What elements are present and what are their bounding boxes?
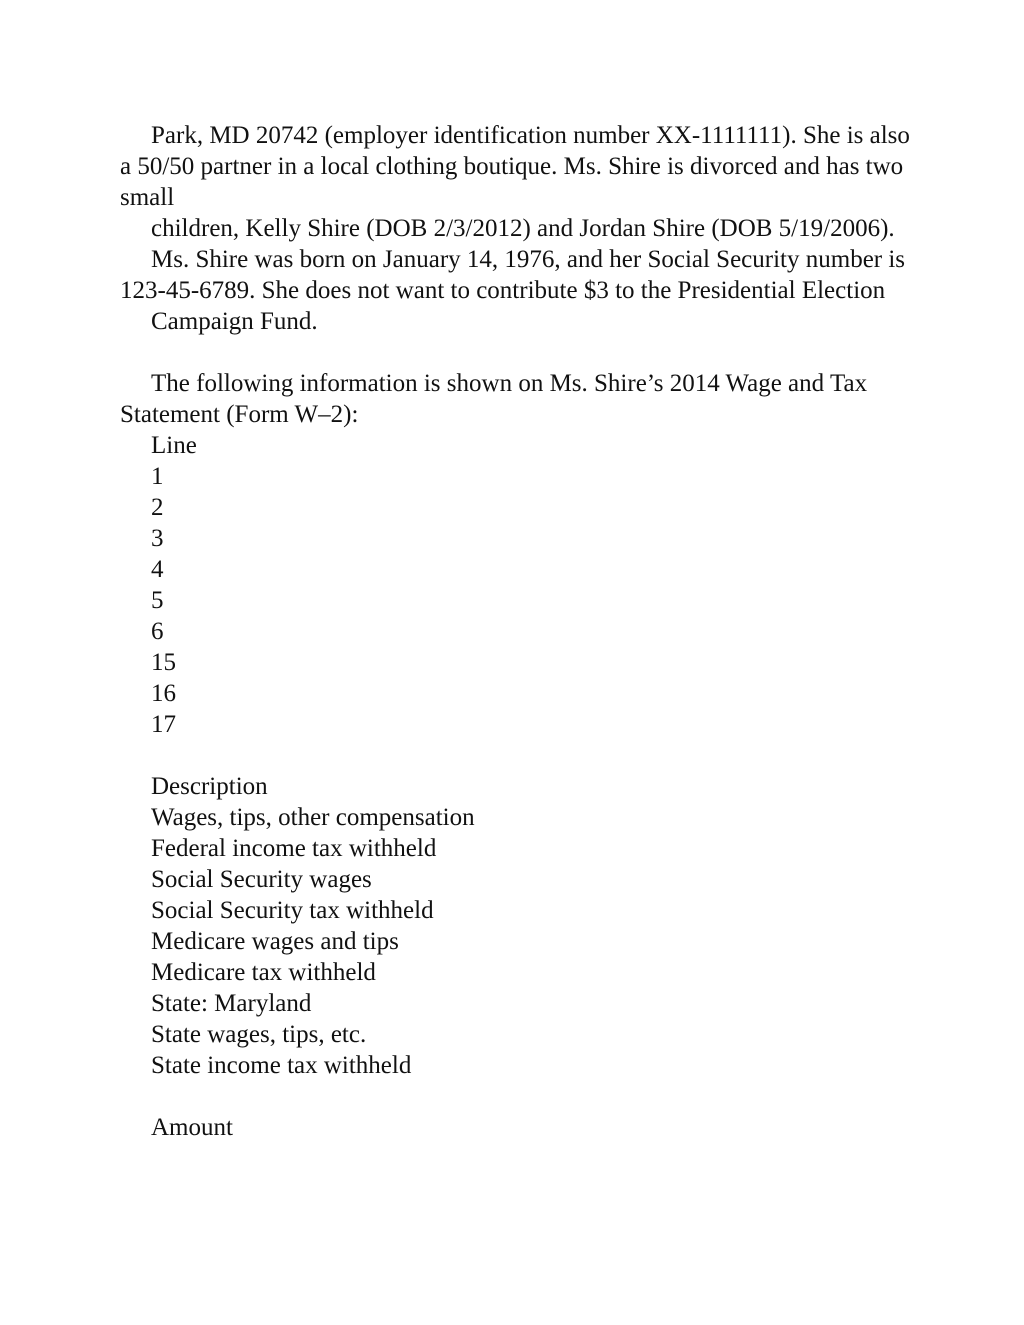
line-header: Line <box>151 432 197 459</box>
description-item: Medicare wages and tips <box>151 928 399 955</box>
line-number: 6 <box>151 618 164 645</box>
description-header: Description <box>151 773 268 800</box>
line-number: 5 <box>151 587 164 614</box>
w2-line-column <box>120 430 910 740</box>
amount-header: Amount <box>151 1114 233 1141</box>
spacer <box>120 1081 910 1112</box>
paragraph-w2-intro: The following information is shown on Ms. Shire’s 2014 Wage and Tax Statement (Form W–2): <box>120 370 868 428</box>
description-item: Medicare tax withheld <box>151 959 376 986</box>
line-number: 16 <box>151 680 176 707</box>
line-number: 15 <box>151 649 176 676</box>
description-item: State: Maryland <box>151 990 312 1017</box>
w2-description-column <box>120 771 910 1081</box>
line-number: 3 <box>151 525 164 552</box>
paragraph-birth-ssn: Ms. Shire was born on January 14, 1976, and her Social Security number is 123-45-6789. She does not want to contribute $3 to the Presidential Election <box>120 246 906 304</box>
description-item: Wages, tips, other compensation <box>151 804 475 831</box>
paragraph-children: children, Kelly Shire (DOB 2/3/2012) and Jordan Shire (DOB 5/19/2006). <box>151 215 895 242</box>
spacer <box>120 740 910 771</box>
paragraph-campaign-fund: Campaign Fund. <box>151 308 318 335</box>
description-item: State wages, tips, etc. <box>151 1021 367 1048</box>
paragraph-employer: Park, MD 20742 (employer identification number XX-1111111). She is also a 50/50 partner in a local clothing boutique. Ms. Shire is divorced and has two small <box>120 122 910 211</box>
line-number: 4 <box>151 556 164 583</box>
description-item: State income tax withheld <box>151 1052 412 1079</box>
description-item: Social Security wages <box>151 866 372 893</box>
description-item: Federal income tax withheld <box>151 835 437 862</box>
document-page <box>120 120 910 1143</box>
w2-amount-column <box>120 1112 910 1143</box>
description-item: Social Security tax withheld <box>151 897 434 924</box>
line-number: 2 <box>151 494 164 521</box>
line-number: 1 <box>151 463 164 490</box>
line-number: 17 <box>151 711 176 738</box>
spacer <box>120 337 910 368</box>
